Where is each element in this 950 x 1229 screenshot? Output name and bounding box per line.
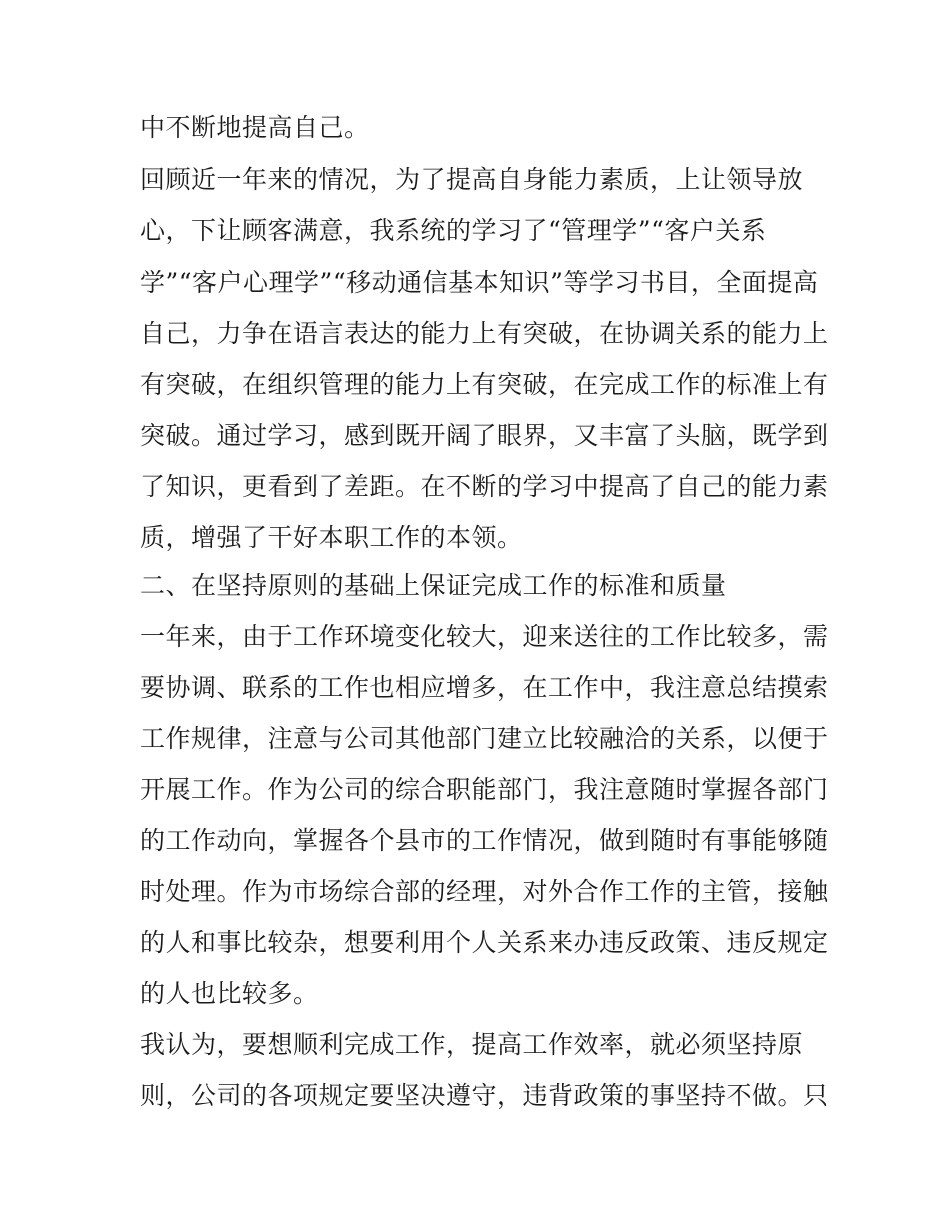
- text-line: 我认为，要想顺利完成工作，提高工作效率，就必须坚持原: [140, 1030, 804, 1059]
- text-line: 的工作动向，掌握各个县市的工作情况，做到随时有事能够随: [140, 826, 829, 855]
- text-line: 一年来，由于工作环境变化较大，迎来送往的工作比较多，需: [140, 622, 829, 651]
- text-line: 要协调、联系的工作也相应增多，在工作中，我注意总结摸索: [140, 673, 829, 702]
- text-line: 突破。通过学习，感到既开阔了眼界，又丰富了头脑，既学到: [140, 421, 829, 450]
- text-line: 有突破，在组织管理的能力上有突破，在完成工作的标准上有: [140, 370, 829, 399]
- text-line: 质，增强了干好本职工作的本领。: [140, 523, 523, 552]
- text-line: 心，下让顾客满意，我系统的学习了“管理学”“客户关系: [140, 216, 767, 245]
- text-line: 开展工作。作为公司的综合职能部门，我注意随时掌握各部门: [140, 775, 829, 804]
- text-line: 的人和事比较杂，想要利用个人关系来办违反政策、违反规定: [140, 928, 829, 957]
- text-line: 工作规律，注意与公司其他部门建立比较融洽的关系，以便于: [140, 724, 829, 753]
- text-line: 中不断地提高自己。: [140, 113, 370, 142]
- text-line: 自己，力争在语言表达的能力上有突破，在协调关系的能力上: [140, 319, 829, 348]
- text-line: 的人也比较多。: [140, 979, 319, 1008]
- text-line: 则，公司的各项规定要坚决遵守，违背政策的事坚持不做。只: [140, 1081, 829, 1110]
- section-heading: 二、在坚持原则的基础上保证完成工作的标准和质量: [140, 571, 727, 600]
- text-line: 了知识，更看到了差距。在不断的学习中提高了自己的能力素: [140, 472, 829, 501]
- text-line: 回顾近一年来的情况，为了提高自身能力素质，上让领导放: [140, 165, 804, 194]
- text-line: 时处理。作为市场综合部的经理，对外合作工作的主管，接触: [140, 877, 829, 906]
- text-line: 学”“客户心理学”“移动通信基本知识”等学习书目，全面提高: [140, 268, 819, 297]
